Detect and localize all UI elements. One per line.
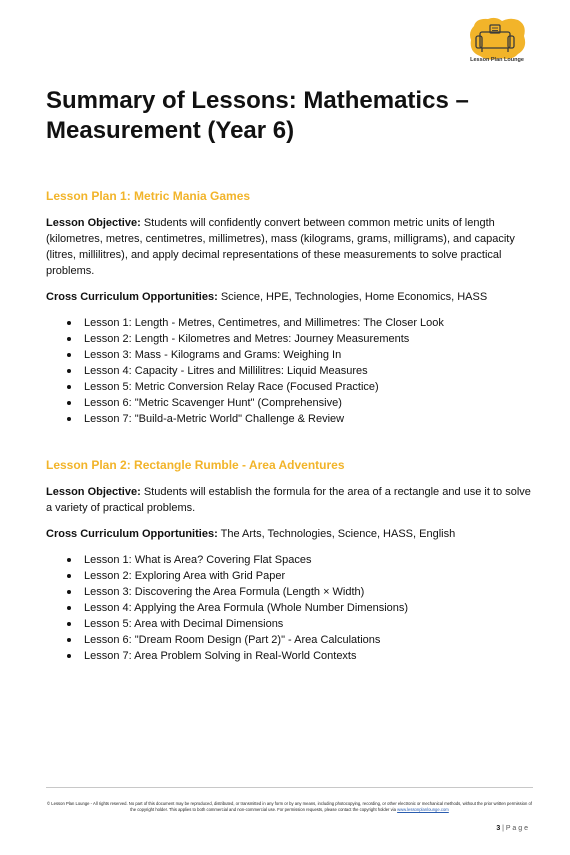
ccp-text: The Arts, Technologies, Science, HASS, English — [220, 528, 456, 540]
copyright-text: © Lesson Plan Lounge - All rights reserved. No part of this document may be reproduced, distributed, or transmitted in any form or by any means, including photocopying, recording, or other electronic or mechanical methods, without the prior written permission of the copyright holder. This applies to both commercial and non-commercial use. For permission requests, please contact the copyright holder via — [47, 801, 532, 812]
list-item: Lesson 3: Discovering the Area Formula (Length × Width) — [46, 584, 536, 600]
list-item: Lesson 3: Mass - Kilograms and Grams: Weighing In — [46, 347, 536, 363]
lesson-plan-heading: Lesson Plan 1: Metric Mania Games — [46, 189, 251, 203]
list-item: Lesson 5: Metric Conversion Relay Race (Focused Practice) — [46, 379, 536, 395]
lesson-list — [46, 552, 536, 664]
lesson-objective — [46, 215, 536, 279]
list-item: Lesson 2: Length - Kilometres and Metres: Journey Measurements — [46, 331, 536, 347]
page-title: Summary of Lessons: Mathematics – Measurement (Year 6) — [46, 87, 469, 144]
objective-text: Students will confidently convert between common metric units of length (kilometres, metres, centimetres, millimetres), mass (kilograms, grams, milligrams), and capacity (litres, millilitres), and apply decimal representations of these measurements to solve practical problems. — [46, 217, 515, 277]
page-number-value: 3 — [496, 825, 501, 832]
list-item: Lesson 5: Area with Decimal Dimensions — [46, 616, 536, 632]
lesson-plan-2 — [46, 458, 536, 664]
footer-divider — [46, 787, 533, 788]
objective-label: Lesson Objective: — [46, 486, 141, 498]
cross-curriculum — [46, 526, 536, 542]
lesson-list — [46, 315, 536, 427]
objective-text: Students will establish the formula for the area of a rectangle and use it to solve a variety of practical problems. — [46, 486, 531, 514]
list-item: Lesson 7: "Build-a-Metric World" Challenge & Review — [46, 411, 536, 427]
page-number — [496, 825, 528, 832]
list-item: Lesson 2: Exploring Area with Grid Paper — [46, 568, 536, 584]
list-item: Lesson 6: "Dream Room Design (Part 2)" - Area Calculations — [46, 632, 536, 648]
ccp-label: Cross Curriculum Opportunities: — [46, 528, 218, 540]
list-item: Lesson 4: Capacity - Litres and Millilitres: Liquid Measures — [46, 363, 536, 379]
list-item: Lesson 7: Area Problem Solving in Real-World Contexts — [46, 648, 536, 664]
cross-curriculum — [46, 289, 536, 305]
page-label: | P a g e — [502, 825, 528, 832]
lesson-objective — [46, 484, 536, 516]
list-item: Lesson 4: Applying the Area Formula (Whole Number Dimensions) — [46, 600, 536, 616]
ccp-text: Science, HPE, Technologies, Home Economics, HASS — [220, 291, 488, 303]
list-item: Lesson 1: Length - Metres, Centimetres, and Millimetres: The Closer Look — [46, 315, 536, 331]
lesson-plan-heading: Lesson Plan 2: Rectangle Rumble - Area Adventures — [46, 458, 345, 472]
copyright-notice — [46, 801, 533, 813]
website-link[interactable]: www.lessonplanlounge.com — [397, 807, 449, 812]
list-item: Lesson 1: What is Area? Covering Flat Spaces — [46, 552, 536, 568]
ccp-label: Cross Curriculum Opportunities: — [46, 291, 218, 303]
logo-wordmark: Lesson Plan Lounge — [470, 57, 524, 63]
lesson-plan-1 — [46, 189, 536, 427]
list-item: Lesson 6: "Metric Scavenger Hunt" (Comprehensive) — [46, 395, 536, 411]
objective-label: Lesson Objective: — [46, 217, 141, 229]
